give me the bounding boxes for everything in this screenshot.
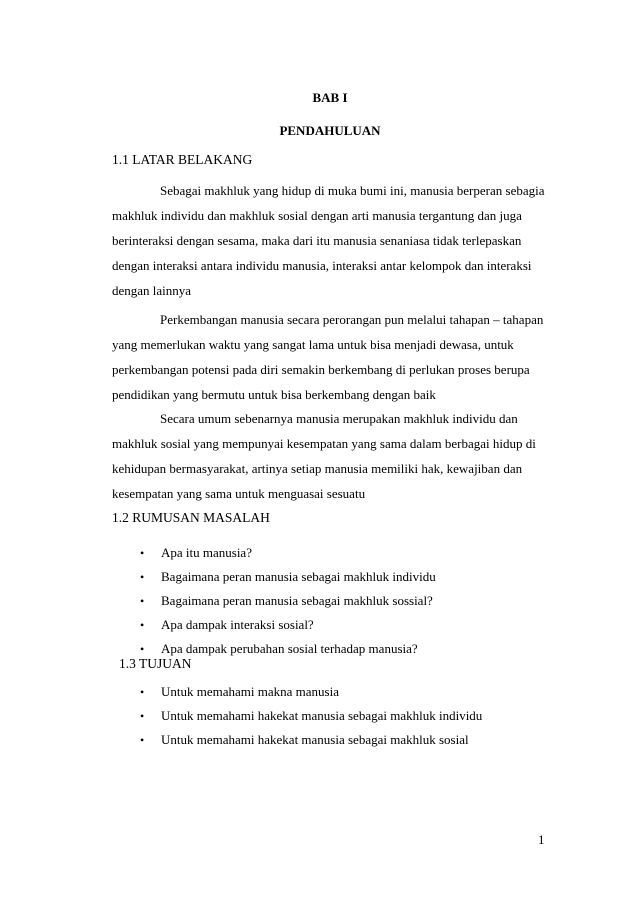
bullet-icon: • bbox=[140, 546, 145, 560]
list-item bbox=[140, 565, 436, 589]
list-item-text: Apa dampak interaksi sosial? bbox=[161, 617, 314, 632]
bullet-icon: • bbox=[140, 642, 145, 656]
list-item bbox=[140, 613, 436, 637]
list-item bbox=[140, 704, 482, 728]
list-item-text: Untuk memahami hakekat manusia sebagai makhluk individu bbox=[161, 708, 483, 723]
list-item bbox=[140, 541, 436, 565]
list-item-text: Apa dampak perubahan sosial terhadap manusia? bbox=[161, 641, 418, 656]
paragraph-line: berinteraksi dengan sesama, maka dari itu manusia senaniasa tidak terlepaskan bbox=[112, 233, 522, 248]
section-heading-latar-belakang: 1.1 LATAR BELAKANG bbox=[112, 152, 253, 167]
paragraph-line: perkembangan potensi pada diri semakin berkembang di perlukan proses berupa bbox=[112, 362, 530, 377]
paragraph-3 bbox=[112, 406, 544, 506]
bullet-icon: • bbox=[140, 618, 145, 632]
paragraph-1 bbox=[112, 178, 544, 303]
bullet-icon: • bbox=[140, 570, 145, 584]
tujuan-list bbox=[140, 680, 482, 752]
bullet-icon: • bbox=[140, 685, 145, 699]
rumusan-masalah-list bbox=[140, 541, 436, 661]
section-heading-tujuan: 1.3 TUJUAN bbox=[119, 656, 192, 671]
paragraph-line: dengan lainnya bbox=[112, 283, 192, 298]
chapter-number: BAB I bbox=[312, 90, 348, 105]
paragraph-line: kesempatan yang sama untuk menguasai sesuatu bbox=[112, 486, 366, 501]
list-item bbox=[140, 589, 436, 613]
page-number: 1 bbox=[538, 832, 545, 847]
bullet-icon: • bbox=[140, 709, 145, 723]
paragraph-line: Perkembangan manusia secara perorangan pun melalui tahapan – tahapan bbox=[160, 312, 544, 327]
list-item-text: Untuk memahami hakekat manusia sebagai makhluk sosial bbox=[161, 732, 469, 747]
paragraph-line: makhluk individu dan makhluk sosial dengan arti manusia tergantung dan juga bbox=[112, 208, 522, 223]
paragraph-2 bbox=[112, 307, 544, 407]
paragraph-line: kehidupan bermasyarakat, artinya setiap manusia memiliki hak, kewajiban dan bbox=[112, 461, 523, 476]
chapter-title: PENDAHULUAN bbox=[279, 123, 381, 138]
paragraph-line: makhluk sosial yang mempunyai kesempatan yang sama dalam berbagai hidup di bbox=[112, 436, 536, 451]
list-item-text: Apa itu manusia? bbox=[161, 545, 252, 560]
paragraph-line: pendidikan yang bermutu untuk bisa berkembang dengan baik bbox=[112, 387, 436, 402]
paragraph-line: Sebagai makhluk yang hidup di muka bumi ini, manusia berperan sebagia bbox=[160, 183, 545, 198]
bullet-icon: • bbox=[140, 594, 145, 608]
section-heading-rumusan-masalah: 1.2 RUMUSAN MASALAH bbox=[112, 510, 270, 525]
paragraph-line: Secara umum sebenarnya manusia merupakan makhluk individu dan bbox=[160, 411, 518, 426]
list-item bbox=[140, 728, 482, 752]
list-item bbox=[140, 680, 482, 704]
list-item-text: Bagaimana peran manusia sebagai makhluk sossial? bbox=[161, 593, 433, 608]
paragraph-line: yang memerlukan waktu yang sangat lama untuk bisa menjadi dewasa, untuk bbox=[112, 337, 514, 352]
list-item-text: Bagaimana peran manusia sebagai makhluk individu bbox=[161, 569, 436, 584]
list-item-text: Untuk memahami makna manusia bbox=[161, 684, 339, 699]
paragraph-line: dengan interaksi antara individu manusia, interaksi antar kelompok dan interaksi bbox=[112, 258, 532, 273]
bullet-icon: • bbox=[140, 733, 145, 747]
